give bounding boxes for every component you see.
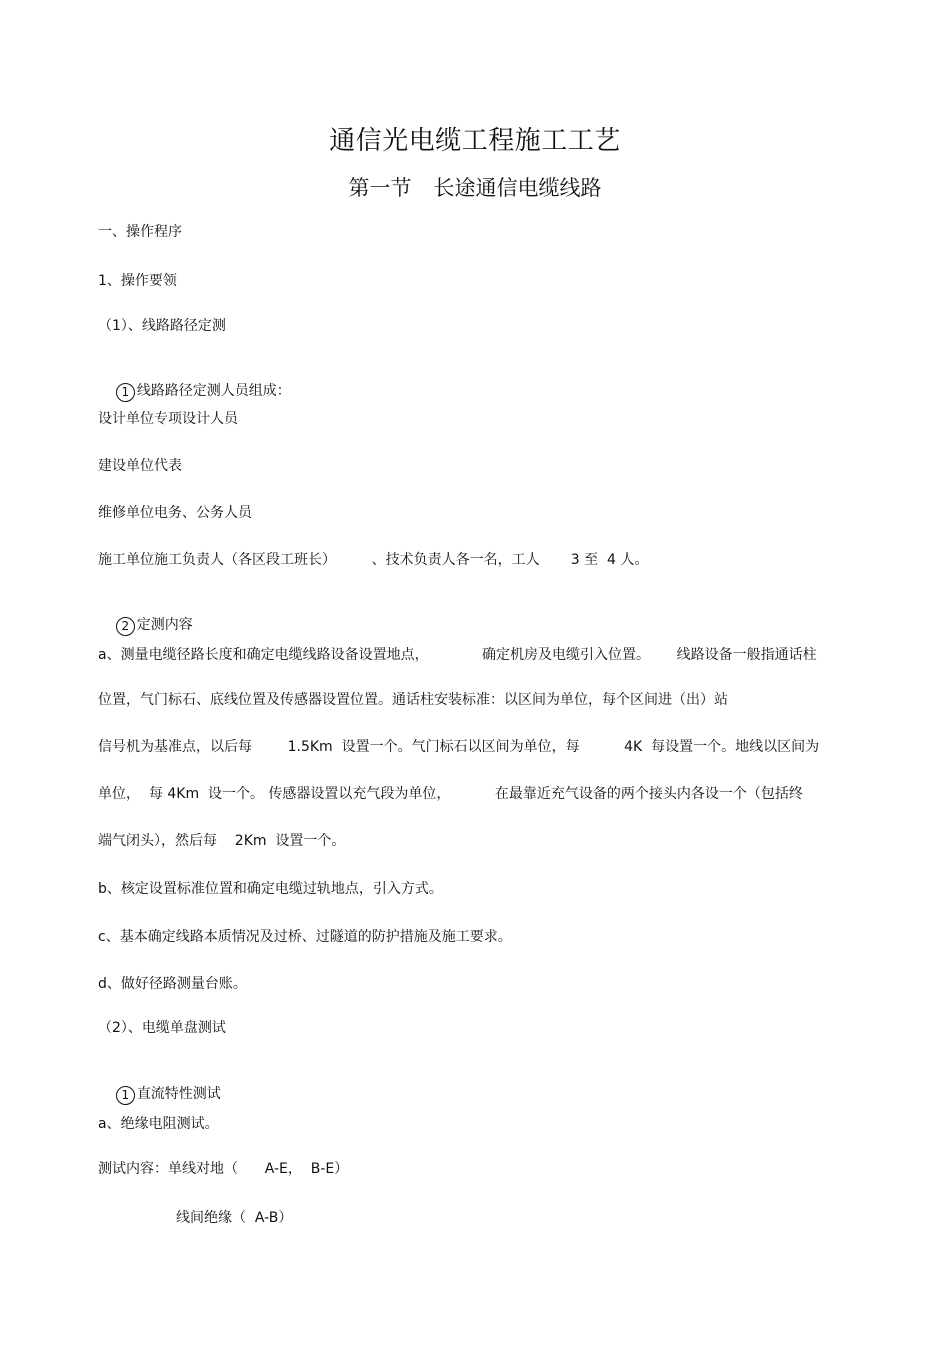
paragraph-line: 施工单位施工负责人（各区段工班长） 、技术负责人各一名，工人 3 至 4 人。	[98, 552, 649, 568]
paragraph-line: a、绝缘电阻测试。	[98, 1116, 219, 1132]
section-heading	[0, 172, 950, 202]
paragraph-line: 单位， 每 4Km 设一个。 传感器设置以充气段为单位， 在最靠近充气设备的两个接头内各设一个（包括终	[98, 786, 803, 802]
heading-key-points: 1、操作要领	[98, 273, 177, 289]
item-text: 定测内容	[136, 617, 193, 633]
paragraph-line: 测试内容：单线对地（ A-E， B-E）	[98, 1161, 349, 1177]
paragraph-line: 设计单位专项设计人员	[98, 411, 238, 427]
circled-number: 1	[116, 383, 135, 402]
heading-route-survey: （1）、线路路径定测	[98, 318, 226, 334]
paragraph-line: d、做好径路测量台账。	[98, 976, 247, 992]
paragraph-line: a、测量电缆径路长度和确定电缆线路设备设置地点， 确定机房及电缆引入位置。 线路设备一般指通话柱	[98, 647, 817, 663]
heading-procedure: 一、操作程序	[98, 224, 182, 240]
section-title: 长途通信电缆线路	[433, 176, 602, 200]
paragraph-line: 建设单位代表	[98, 458, 182, 474]
paragraph-line: 位置，气门标石、底线位置及传感器设置位置。通话柱安装标准：以区间为单位，每个区间进（出）站	[98, 692, 728, 708]
paragraph-line: 线间绝缘（ A-B）	[176, 1210, 293, 1226]
paragraph-line: 信号机为基准点，以后每 1.5Km 设置一个。气门标石以区间为单位，每 4K 每设置一个。地线以区间为	[98, 739, 820, 755]
paragraph-line: b、核定设置标准位置和确定电缆过轨地点，引入方式。	[98, 881, 443, 897]
heading-cable-test: （2）、电缆单盘测试	[98, 1020, 226, 1036]
document-title: 通信光电缆工程施工工艺	[329, 126, 621, 156]
item-text: 线路路径定测人员组成：	[136, 383, 291, 399]
paragraph-line: c、基本确定线路本质情况及过桥、过隧道的防护措施及施工要求。	[98, 929, 512, 945]
circled-number: 1	[116, 1086, 135, 1105]
paragraph-line: 端气闭头），然后每 2Km 设置一个。	[98, 833, 346, 849]
section-number: 第一节	[348, 176, 412, 200]
item-text: 直流特性测试	[136, 1086, 221, 1102]
paragraph-line: 维修单位电务、公务人员	[98, 505, 252, 521]
circled-number: 2	[116, 617, 135, 636]
